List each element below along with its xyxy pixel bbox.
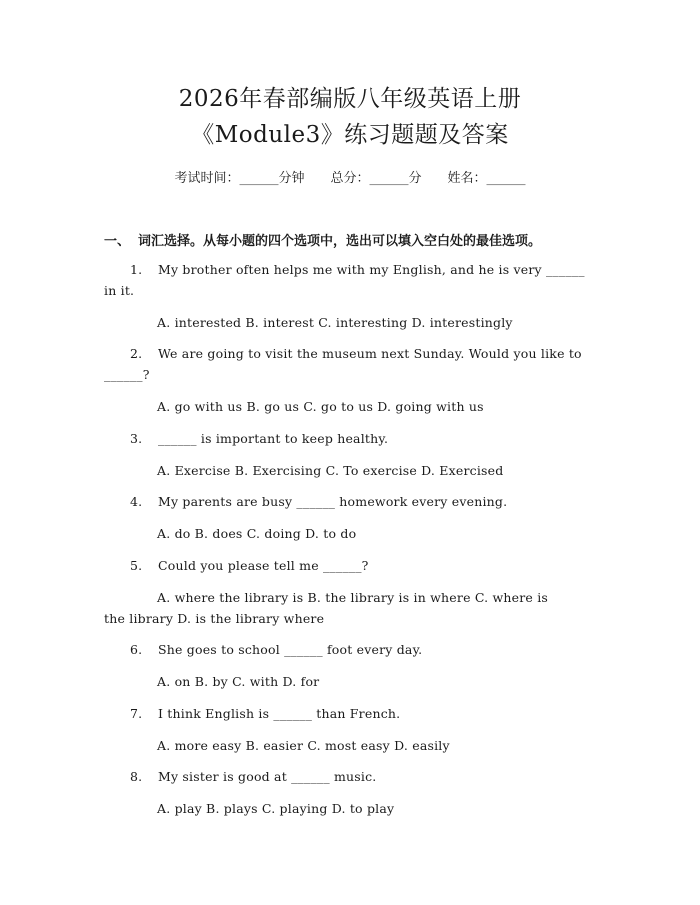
exam-title-line1: 2026年春部编版八年级英语上册	[178, 86, 522, 112]
question-number: 1.	[130, 262, 143, 277]
question-8	[130, 769, 376, 784]
question-number: 6.	[130, 642, 143, 657]
question-number: 8.	[130, 769, 143, 784]
question-stem: I think English is ______ than French.	[158, 706, 401, 721]
question-5	[130, 558, 369, 573]
question-number: 2.	[130, 346, 143, 361]
question-7-options: A. more easy B. easier C. most easy D. easily	[157, 738, 450, 753]
question-3	[130, 431, 388, 446]
question-1-stem-cont: in it.	[104, 283, 135, 298]
question-2-options: A. go with us B. go us C. go to us D. going with us	[157, 399, 484, 414]
question-number: 3.	[130, 431, 143, 446]
question-stem: We are going to visit the museum next Sunday. Would you like to	[158, 346, 582, 361]
time-field: 考试时间：______分钟	[174, 171, 305, 186]
question-number: 7.	[130, 706, 143, 721]
section-instructions: 词汇选择。从每小题的四个选项中，选出可以填入空白处的最佳选项。	[138, 234, 542, 249]
question-3-options: A. Exercise B. Exercising C. To exercise D. Exercised	[157, 463, 504, 478]
question-stem: Could you please tell me ______?	[158, 558, 369, 573]
exam-title-line2: 《Module3》练习题题及答案	[191, 122, 509, 148]
question-stem: My parents are busy ______ homework every evening.	[158, 494, 508, 509]
question-1-options: A. interested B. interest C. interesting D. interestingly	[157, 315, 513, 330]
question-5-options-cont: the library D. is the library where	[104, 611, 325, 626]
question-6-options: A. on B. by C. with D. for	[157, 674, 320, 689]
question-1	[130, 262, 585, 277]
name-field: 姓名：______	[447, 171, 526, 186]
question-stem: She goes to school ______ foot every day.	[158, 642, 423, 657]
question-6	[130, 642, 422, 657]
question-number: 5.	[130, 558, 143, 573]
question-4	[130, 494, 507, 509]
section-number: 一、	[104, 234, 131, 249]
section-heading	[104, 230, 541, 249]
score-field: 总分：______分	[330, 171, 422, 186]
question-stem: My sister is good at ______ music.	[158, 769, 377, 784]
question-stem: My brother often helps me with my English, and he is very ______	[158, 262, 585, 277]
question-2-stem-cont: ______?	[104, 367, 150, 382]
question-4-options: A. do B. does C. doing D. to do	[157, 526, 357, 541]
exam-meta	[0, 167, 700, 186]
question-number: 4.	[130, 494, 143, 509]
question-8-options: A. play B. plays C. playing D. to play	[157, 801, 395, 816]
question-stem: ______ is important to keep healthy.	[158, 431, 389, 446]
question-5-options: A. where the library is B. the library is in where C. where is	[157, 590, 549, 605]
question-7	[130, 706, 400, 721]
question-2	[130, 346, 582, 361]
